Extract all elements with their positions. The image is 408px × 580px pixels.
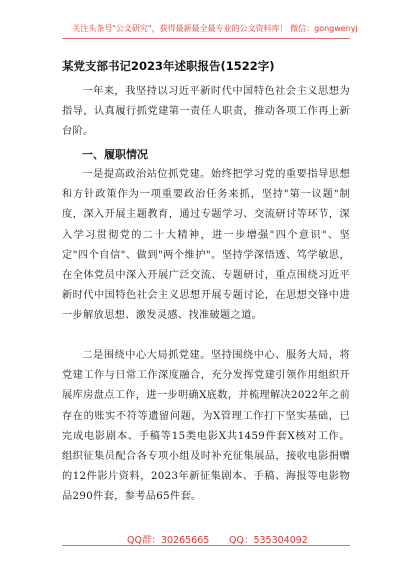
qq-number: QQ：535304092	[229, 535, 308, 546]
intro-paragraph: 一年来，我坚持以习近平新时代中国特色社会主义思想为指导，认真履行抓党建第一责任人职责，推动各项工作再上新台阶。	[62, 86, 350, 138]
qq-group-number: QQ群：30265665	[127, 535, 210, 546]
section-heading: 一、履职情况	[82, 148, 148, 161]
header-banner: 关注头条号"公文研究"，获得最新最全最专业的公文资料库！ 微信：gongwenyj	[72, 24, 358, 33]
footer-divider	[62, 545, 350, 546]
body-paragraph-2: 二是围绕中心大局抓党建。坚持围绕中心、服务大局，将党建工作与日常工作深度融合，充分发挥党建引领作用组织开展库房盘点工作，进一步明确X底数，并梳理解决2022年之前存在的账实不符等遗留问题，为X管理工作打下坚实基础，已完成电影剧本、手稿等15类电影X共1459件套X核对工作。组织征集员配合各专项小组及时补充征集展品，接收电影捐赠的12件影片资料，2023年新征集剧本、手稿、海报等电影物品290件套，参考品65件套。	[62, 350, 350, 503]
body-paragraph-1: 一是提高政治站位抓党建。始终把学习党的重要指导思想和方针政策作为一项重要政治任务来抓，坚持"第一议题"制度，深入开展主题教育，通过专题学习、交流研讨等环节，深入学习贯彻党的二十大精神，进一步增强"四个意识"、坚定"四个自信"、做到"两个维护"。坚持学深悟透、笃学敏思，在全体党员中深入开展广泛交流、专题研讨，重点围绕习近平新时代中国特色社会主义思想开展专题讨论，在思想交锋中进一步解放思想、激发灵感、找准破题之道。	[62, 169, 350, 322]
document-title: 某党支部书记2023年述职报告(1522字)	[62, 59, 275, 73]
header-divider	[62, 38, 350, 39]
